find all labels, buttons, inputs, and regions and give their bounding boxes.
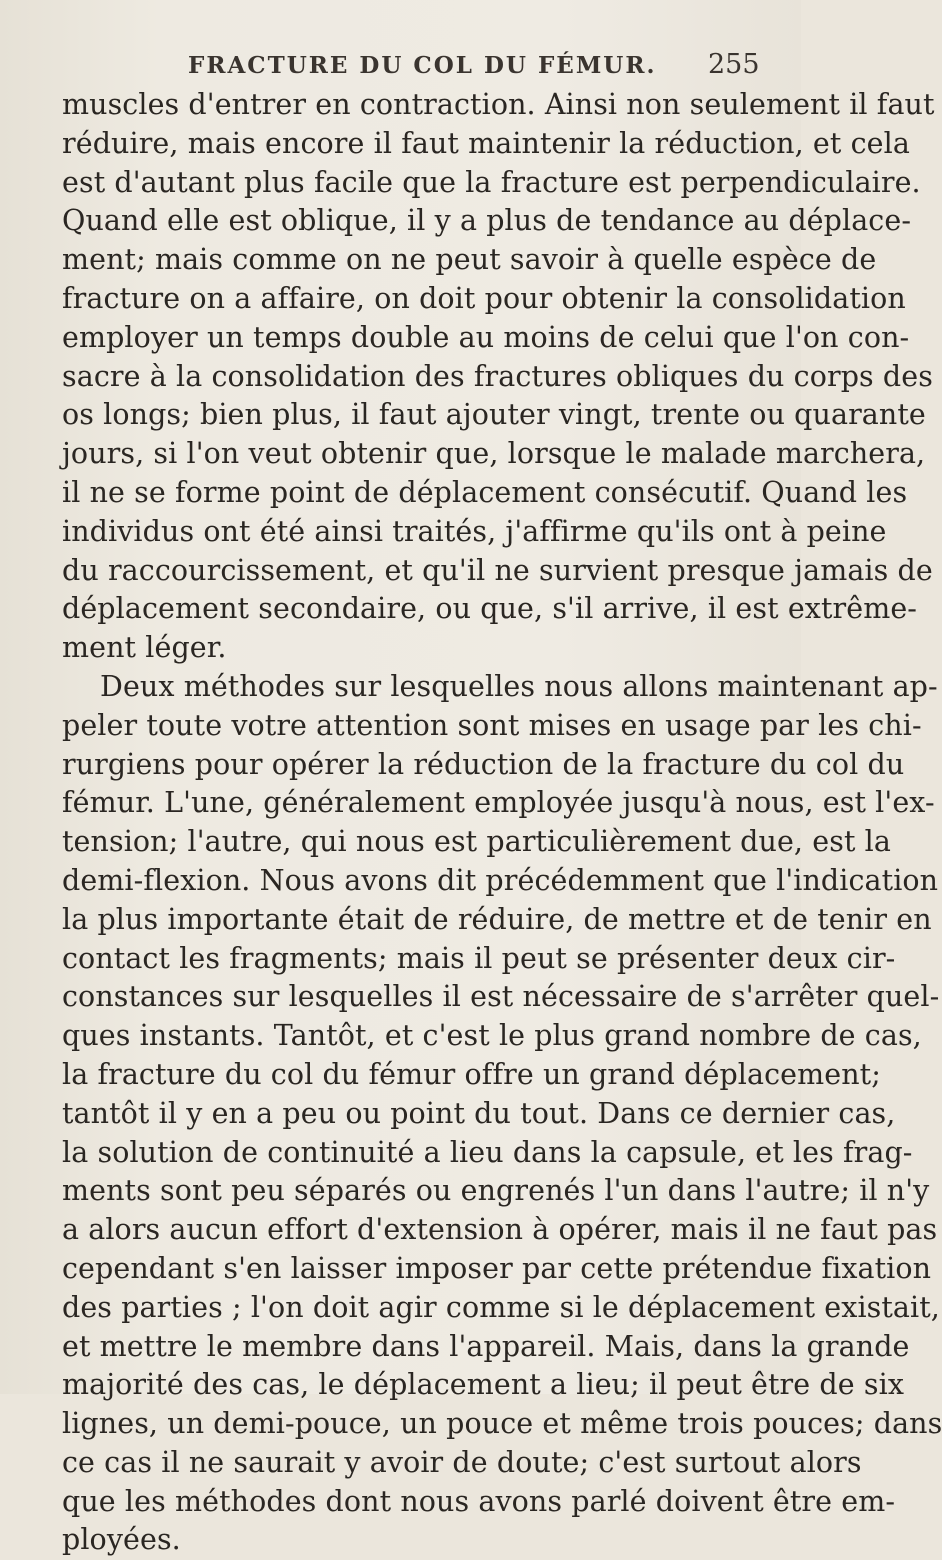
text-line: os longs; bien plus, il faut ajouter vingt, trente ou quarante xyxy=(62,398,926,432)
paragraph-start-line: Deux méthodes sur lesquelles nous allons maintenant ap- xyxy=(100,669,938,703)
text-line: demi-flexion. Nous avons dit précédemment que l'indication xyxy=(62,863,939,897)
text-line: rurgiens pour opérer la réduction de la fracture du col du xyxy=(62,747,905,781)
text-line: lignes, un demi-pouce, un pouce et même trois pouces; dans xyxy=(62,1407,942,1441)
text-line: ments sont peu séparés ou engrenés l'un dans l'autre; il n'y xyxy=(62,1174,930,1208)
text-line: cependant s'en laisser imposer par cette prétendue fixation xyxy=(62,1251,932,1285)
text-line: constances sur lesquelles il est nécessaire de s'arrêter quel- xyxy=(62,980,940,1014)
text-line: ques instants. Tantôt, et c'est le plus grand nombre de cas, xyxy=(62,1019,922,1053)
text-line: déplacement secondaire, ou que, s'il arrive, il est extrême- xyxy=(62,592,918,626)
text-line: ce cas il ne saurait y avoir de doute; c'est surtout alors xyxy=(62,1445,862,1479)
text-line: la fracture du col du fémur offre un grand déplacement; xyxy=(62,1057,881,1091)
text-line: majorité des cas, le déplacement a lieu; il peut être de six xyxy=(62,1368,904,1402)
text-line: la solution de continuité a lieu dans la capsule, et les frag- xyxy=(62,1135,913,1169)
text-line: que les méthodes dont nous avons parlé doivent être em- xyxy=(62,1484,896,1518)
text-line: des parties ; l'on doit agir comme si le déplacement existait, xyxy=(62,1290,940,1324)
text-line: réduire, mais encore il faut maintenir la réduction, et cela xyxy=(62,126,910,160)
running-head: FRACTURE DU COL DU FÉMUR. xyxy=(188,52,657,79)
text-line: muscles d'entrer en contraction. Ainsi non seulement il faut xyxy=(62,88,935,121)
text-line: sacre à la consolidation des fractures obliques du corps des xyxy=(62,359,933,393)
page-header xyxy=(0,44,801,80)
text-line: contact les fragments; mais il peut se présenter deux cir- xyxy=(62,941,896,975)
text-line: a alors aucun effort d'extension à opérer, mais il ne faut pas xyxy=(62,1213,938,1247)
text-line: jours, si l'on veut obtenir que, lorsque le malade marchera, xyxy=(62,437,926,471)
text-line: fracture on a affaire, on doit pour obtenir la consolidation xyxy=(62,281,906,315)
page-number: 255 xyxy=(708,49,760,80)
text-line: Quand elle est oblique, il y a plus de tendance au déplace- xyxy=(62,204,912,238)
text-line: peler toute votre attention sont mises en usage par les chi- xyxy=(62,708,922,742)
text-line: ment léger. xyxy=(62,631,227,665)
text-line: il ne se forme point de déplacement consécutif. Quand les xyxy=(62,475,908,509)
text-line: et mettre le membre dans l'appareil. Mais, dans la grande xyxy=(62,1329,910,1363)
text-line: est d'autant plus facile que la fracture est perpendiculaire. xyxy=(62,165,921,199)
text-line: individus ont été ainsi traités, j'affirme qu'ils ont à peine xyxy=(62,514,887,548)
text-line: employer un temps double au moins de celui que l'on con- xyxy=(62,320,910,354)
text-line: du raccourcissement, et qu'il ne survient presque jamais de xyxy=(62,553,933,587)
text-line: ment; mais comme on ne peut savoir à quelle espèce de xyxy=(62,243,877,277)
text-line: ployées. xyxy=(62,1523,181,1557)
text-line: tension; l'autre, qui nous est particulièrement due, est la xyxy=(62,825,891,859)
text-line: tantôt il y en a peu ou point du tout. Dans ce dernier cas, xyxy=(62,1096,896,1130)
body-text xyxy=(62,86,942,1560)
text-line: la plus importante était de réduire, de mettre et de tenir en xyxy=(62,902,932,936)
text-line: fémur. L'une, généralement employée jusqu'à nous, est l'ex- xyxy=(62,786,935,820)
